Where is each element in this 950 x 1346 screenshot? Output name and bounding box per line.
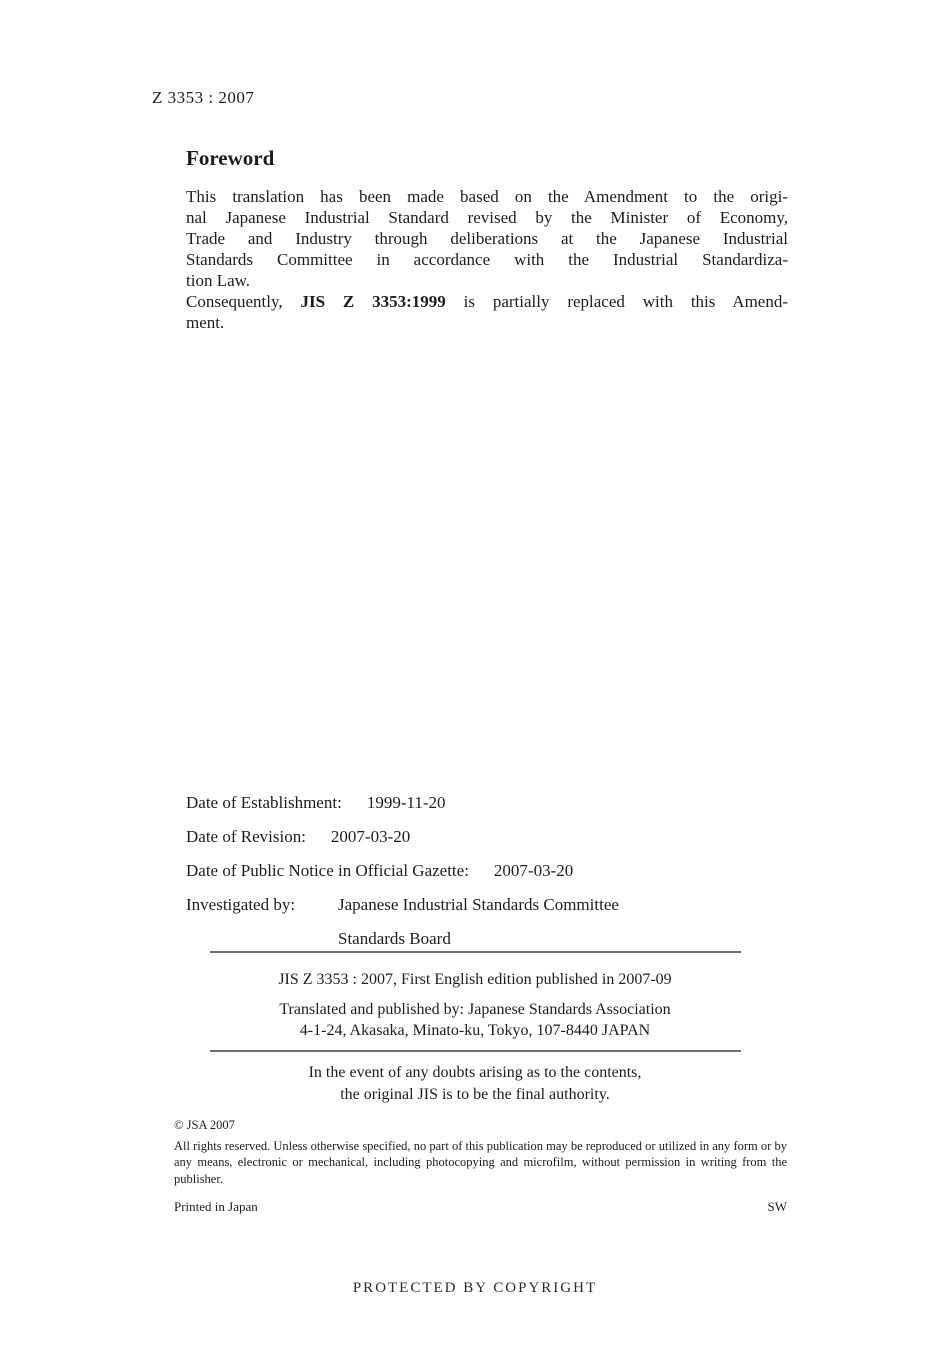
detail-row <box>186 792 806 813</box>
detail-row <box>186 894 806 915</box>
paragraph-line: ment. <box>186 313 225 332</box>
protected-by-copyright: PROTECTED BY COPYRIGHT <box>352 1280 598 1296</box>
address-line: 4-1-24, Akasaka, Minato-ku, Tokyo, 107-8440 JAPAN <box>299 1022 651 1039</box>
paragraph-line <box>186 291 788 312</box>
consequently-text: is partially replaced with this Amend- <box>463 292 789 311</box>
details-block <box>186 792 806 949</box>
notice-block <box>0 1062 950 1106</box>
notice-line: the original JIS is to be the final authority. <box>340 1086 610 1103</box>
publication-block <box>0 969 950 1041</box>
detail-row <box>186 860 806 881</box>
edition-line: JIS Z 3353 : 2007, First English edition published in 2007-09 <box>278 971 672 988</box>
paragraph-line: This translation has been made based on the Amendment to the origi- <box>186 187 788 206</box>
foreword-heading: Foreword <box>186 146 275 170</box>
detail-label: Date of Revision: <box>186 827 306 846</box>
divider-rule-top <box>210 951 741 953</box>
doc-number: Z 3353 : 2007 <box>152 88 255 107</box>
publisher-line: Translated and published by: Japanese Standards Association <box>279 1001 671 1018</box>
detail-value: 1999-11-20 <box>366 793 446 812</box>
printer-code: SW <box>767 1199 787 1214</box>
copyright-symbol-line: © JSA 2007 <box>174 1118 235 1132</box>
paragraph-line: Trade and Industry through deliberations at the Japanese Industrial <box>186 229 788 248</box>
paragraph-line: Standards Committee in accordance with the Industrial Standardiza- <box>186 250 788 269</box>
printed-row <box>174 1199 787 1215</box>
paragraph-line: nal Japanese Industrial Standard revised by the Minister of Economy, <box>186 208 788 227</box>
copyright-block <box>174 1117 787 1187</box>
standard-reference: JIS Z 3353:1999 <box>300 292 446 311</box>
detail-label: Date of Establishment: <box>186 793 342 812</box>
foreword-paragraph <box>186 186 788 333</box>
detail-label: Date of Public Notice in Official Gazette: <box>186 861 469 880</box>
printed-in: Printed in Japan <box>174 1199 258 1214</box>
paragraph-line: tion Law. <box>186 271 251 290</box>
consequently-text: Consequently, <box>186 292 283 311</box>
detail-value: 2007-03-20 <box>493 861 574 880</box>
copyright-body: All rights reserved. Unless otherwise specified, no part of this publication may be reproduced or utilized in any form or by any means, electronic or mechanical, including photocopying and microfilm, without permission in writing from the publisher. <box>174 1138 787 1186</box>
detail-value: 2007-03-20 <box>330 827 411 846</box>
details-continuation: Standards Board <box>338 929 451 948</box>
notice-line: In the event of any doubts arising as to the contents, <box>308 1064 642 1081</box>
detail-label: Investigated by: <box>186 895 296 914</box>
detail-value: Japanese Industrial Standards Committee <box>338 895 619 914</box>
detail-row <box>186 826 806 847</box>
divider-rule-bottom <box>210 1050 741 1052</box>
